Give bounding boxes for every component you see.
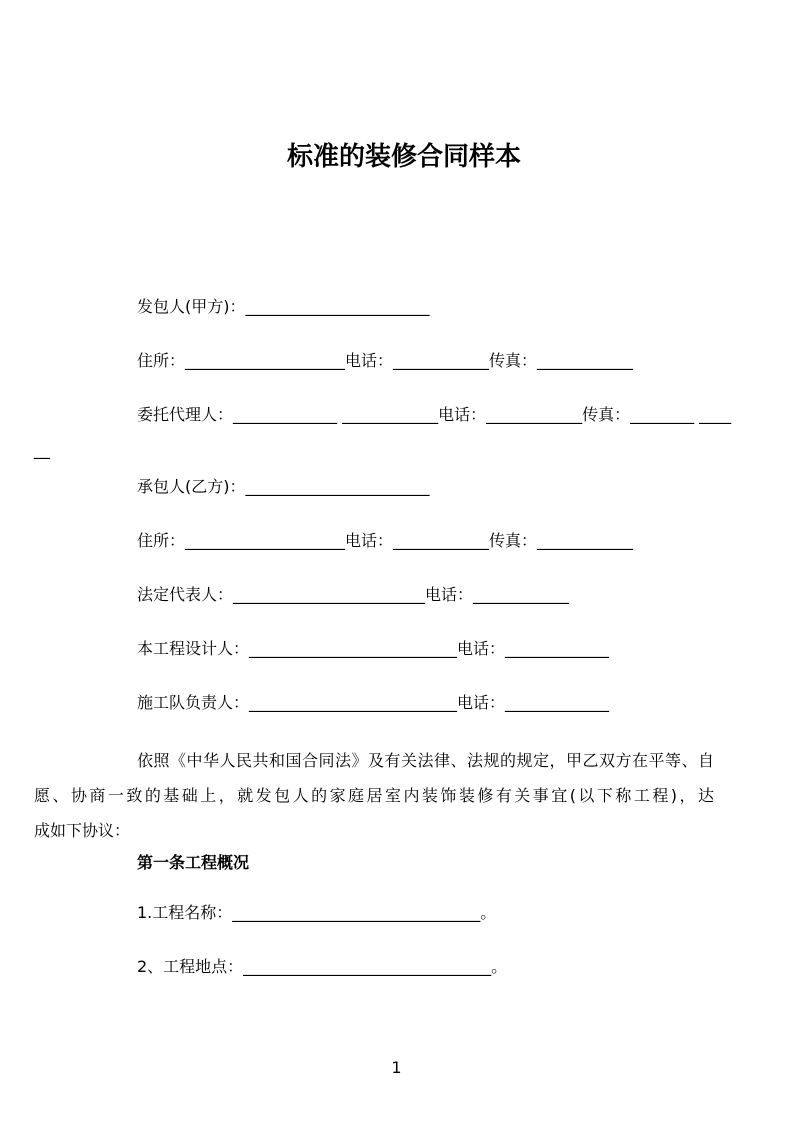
agent-line: 委托代理人：_____________ ____________电话：____________传真：________ ____: [137, 405, 732, 424]
project-designer-line: 本工程设计人：__________________________电话：_____________: [137, 639, 610, 658]
party-b-line: 承包人(乙方)：_______________________: [137, 477, 430, 496]
article-1-heading: 第一条工程概况: [137, 853, 250, 872]
project-location-line: 2、工程地点：_______________________________。: [137, 957, 508, 976]
project-name-line: 1.工程名称：_______________________________。: [137, 903, 497, 922]
preamble-paragraph: [34, 743, 714, 848]
preamble-line-1: 依照《中华人民共和国合同法》及有关法律、法规的规定，甲乙双方在平等、自: [137, 751, 714, 770]
party-a-address-line: 住所：____________________电话：____________传真：____________: [137, 351, 634, 370]
preamble-line-2: 愿、协商一致的基础上，就发包人的家庭居室内装饰装修有关事宜(以下称工程)，达: [34, 786, 714, 805]
party-a-line: 发包人(甲方)：_______________________: [137, 297, 430, 316]
construction-team-leader-line: 施工队负责人：__________________________电话：_____________: [137, 693, 610, 712]
preamble-line-3: 成如下协议：: [34, 821, 131, 840]
page-number: 1: [391, 1058, 402, 1077]
document-title: 标准的装修合同样本: [286, 142, 521, 172]
agent-line-wrap: __: [34, 440, 50, 459]
party-b-address-line: 住所：____________________电话：____________传真：____________: [137, 531, 634, 550]
legal-representative-line: 法定代表人：________________________电话：____________: [137, 585, 570, 604]
